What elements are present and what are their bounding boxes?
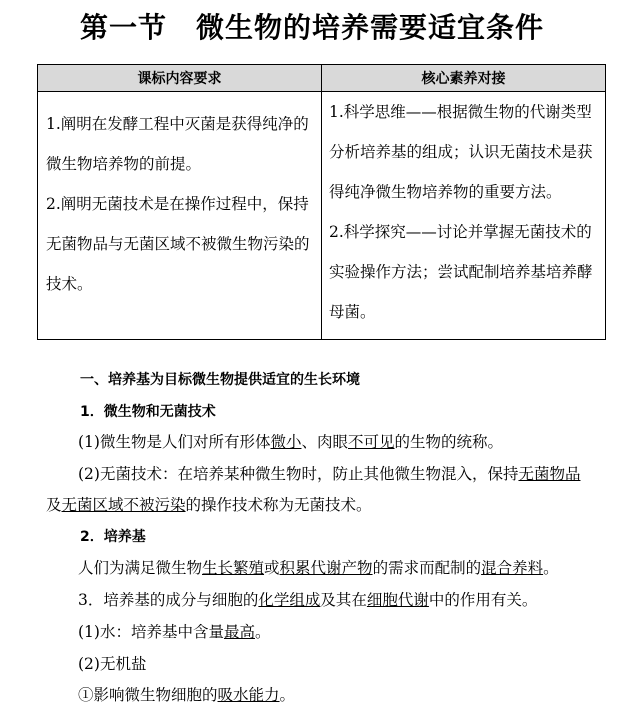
curriculum-requirements-cell xyxy=(38,92,322,340)
paragraph: (2)无菌技术：在培养某种微生物时，防止其他微生物混入，保持无菌物品 xyxy=(78,465,581,483)
core-literacy-item: 1.科学思维——根据微生物的代谢类型分析培养基的组成；认识无菌技术是获得纯净微生物培养物的重要方法。 xyxy=(329,103,593,201)
paragraph: 人们为满足微生物生长繁殖或积累代谢产物的需求而配制的混合养料。 xyxy=(78,559,559,577)
table-row xyxy=(38,92,606,340)
subsection-heading: 1．微生物和无菌技术 xyxy=(80,404,216,420)
paragraph: (1)微生物是人们对所有形体微小、肉眼不可见的生物的统称。 xyxy=(78,433,504,451)
paragraph: (1)水：培养基中含量最高。 xyxy=(78,623,271,641)
core-literacy-cell xyxy=(322,92,606,340)
standards-table xyxy=(37,64,606,340)
column-header-core-literacy: 核心素养对接 xyxy=(322,65,606,92)
curriculum-item: 1.阐明在发酵工程中灭菌是获得纯净的微生物培养物的前提。 xyxy=(46,115,309,173)
paragraph: (2)无机盐 xyxy=(78,655,147,673)
column-header-curriculum: 课标内容要求 xyxy=(38,65,322,92)
paragraph-continuation: 及无菌区域不被污染的操作技术称为无菌技术。 xyxy=(46,496,372,514)
page-title: 第一节 微生物的培养需要适宜条件 xyxy=(79,11,544,44)
table-header-row xyxy=(38,65,606,92)
curriculum-item: 2.阐明无菌技术是在操作过程中，保持无菌物品与无菌区域不被微生物污染的技术。 xyxy=(46,195,310,293)
subsection-heading: 2．培养基 xyxy=(80,529,146,545)
core-literacy-item: 2.科学探究——讨论并掌握无菌技术的实验操作方法；尝试配制培养基培养酵母菌。 xyxy=(329,223,593,321)
paragraph: ①影响微生物细胞的吸水能力。 xyxy=(78,686,296,704)
paragraph: 3．培养基的成分与细胞的化学组成及其在细胞代谢中的作用有关。 xyxy=(78,591,538,609)
section-heading: 一、培养基为目标微生物提供适宜的生长环境 xyxy=(80,372,360,388)
